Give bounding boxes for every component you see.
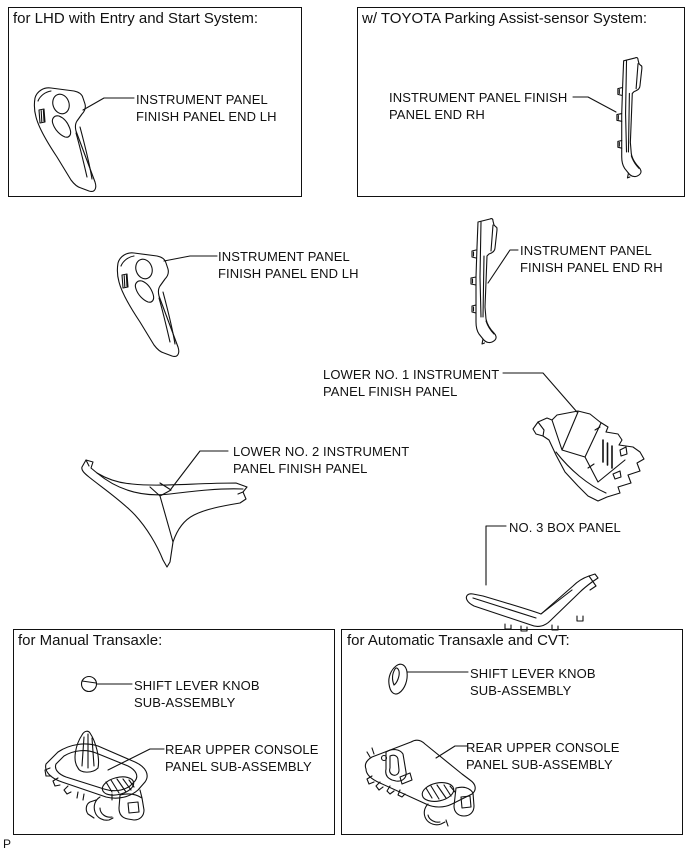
label-line: LOWER NO. 2 INSTRUMENT	[233, 444, 410, 459]
box-title-manual: for Manual Transaxle:	[18, 632, 163, 649]
leader-line-manual-console	[108, 749, 164, 770]
label-line: INSTRUMENT PANEL FINISH	[389, 90, 568, 105]
label-line: SUB-ASSEMBLY	[470, 683, 572, 698]
leader-line-end-panel-lh	[164, 256, 217, 261]
leader-line-end-panel-rh	[488, 250, 518, 283]
label-manual-console	[165, 741, 319, 775]
leader-line-parking-end-panel	[573, 97, 616, 112]
label-line: NO. 3 BOX PANEL	[509, 520, 621, 535]
drawing-end-panel-rh	[471, 219, 497, 344]
label-end-panel-lh	[218, 248, 359, 282]
page-marker: P	[3, 837, 12, 851]
box-title-parking: w/ TOYOTA Parking Assist-sensor System:	[362, 10, 648, 27]
leader-line-lhd-end-panel	[83, 98, 134, 110]
label-line: PANEL SUB-ASSEMBLY	[165, 759, 312, 774]
label-line: REAR UPPER CONSOLE	[165, 742, 319, 757]
label-line: LOWER NO. 1 INSTRUMENT	[323, 367, 500, 382]
label-line: FINISH PANEL END LH	[218, 266, 359, 281]
box-title-automatic: for Automatic Transaxle and CVT:	[347, 632, 570, 649]
leader-line-no3-box-panel	[486, 526, 506, 585]
label-line: SHIFT LEVER KNOB	[470, 666, 596, 681]
label-line: INSTRUMENT PANEL	[218, 249, 350, 264]
label-lhd-end-panel	[136, 91, 277, 125]
label-line: PANEL END RH	[389, 107, 485, 122]
drawing-auto-shift-knob	[389, 664, 407, 694]
drawing-manual-console	[45, 731, 147, 820]
label-no3-box-panel	[509, 519, 621, 536]
label-end-panel-rh	[520, 242, 663, 276]
label-auto-shift-knob	[470, 665, 596, 699]
label-parking-end-panel	[389, 89, 567, 123]
box-title-lhd: for LHD with Entry and Start System:	[13, 10, 259, 27]
label-line: FINISH PANEL END RH	[520, 260, 663, 275]
drawing-lower-no1-panel	[533, 411, 644, 501]
drawing-end-panel-lh-boxed	[34, 88, 95, 192]
drawing-manual-shift-knob	[82, 677, 97, 692]
label-line: INSTRUMENT PANEL	[136, 92, 268, 107]
label-line: INSTRUMENT PANEL	[520, 243, 652, 258]
label-line: SUB-ASSEMBLY	[134, 695, 236, 710]
drawing-end-panel-lh	[117, 253, 178, 357]
drawing-end-panel-rh-boxed	[617, 58, 642, 178]
label-line: PANEL FINISH PANEL	[233, 461, 368, 476]
label-manual-shift-knob	[134, 677, 260, 711]
label-line: FINISH PANEL END LH	[136, 109, 277, 124]
label-lower-no1-panel	[323, 366, 499, 400]
drawing-auto-console	[365, 740, 475, 826]
label-line: REAR UPPER CONSOLE	[466, 740, 620, 755]
label-line: PANEL FINISH PANEL	[323, 384, 458, 399]
label-lower-no2-panel	[233, 443, 409, 477]
label-auto-console	[466, 739, 620, 773]
drawing-lower-no2-panel	[82, 460, 247, 567]
label-line: SHIFT LEVER KNOB	[134, 678, 260, 693]
leader-line-lower-no1	[503, 373, 577, 412]
label-line: PANEL SUB-ASSEMBLY	[466, 757, 613, 772]
